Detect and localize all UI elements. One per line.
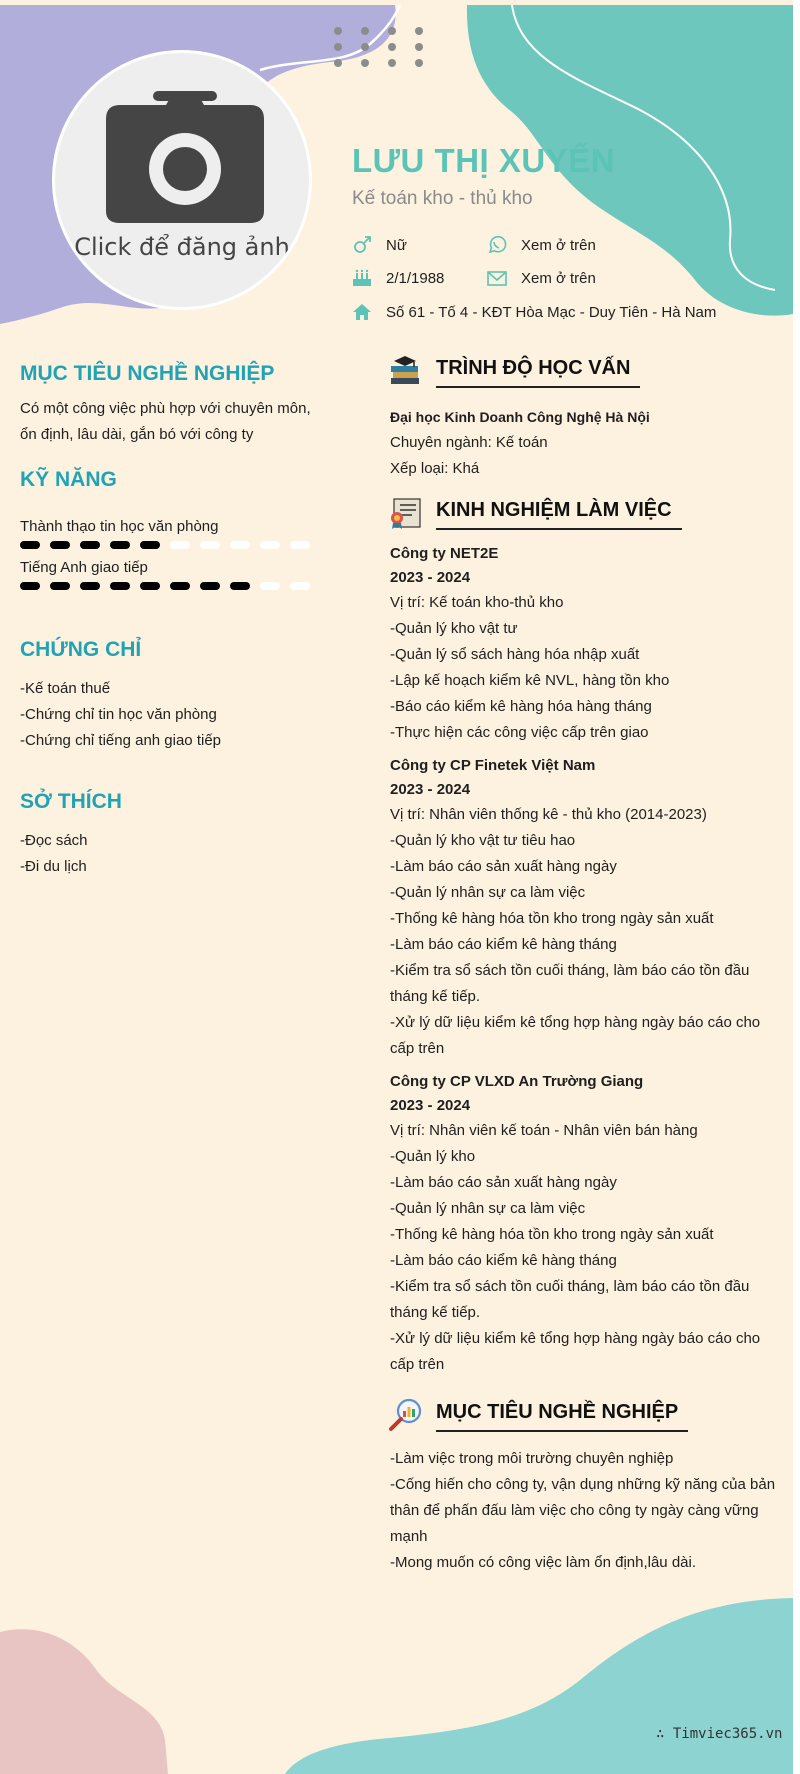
envelope-icon bbox=[487, 268, 507, 288]
skill-name: Thành thạo tin học văn phòng bbox=[20, 518, 219, 535]
skill-segment-filled bbox=[80, 541, 100, 549]
goal-line: -Làm việc trong môi trường chuyên nghiệp bbox=[390, 1450, 674, 1467]
avatar-upload[interactable] bbox=[52, 50, 312, 310]
job-period: 2023 - 2024 bbox=[390, 1097, 471, 1114]
goal-line: -Mong muốn có công việc làm ổn định,lâu dài. bbox=[390, 1554, 697, 1571]
skill-segment-filled bbox=[110, 541, 130, 549]
skill-segment-empty bbox=[260, 541, 280, 549]
email-info bbox=[487, 268, 596, 288]
career-goals-title: MỤC TIÊU NGHỀ NGHIỆP bbox=[436, 1401, 688, 1432]
skill-level-bar bbox=[20, 582, 330, 590]
left-column bbox=[20, 362, 330, 880]
skill-segment-filled bbox=[50, 582, 70, 590]
job-line: Vị trí: Nhân viên thống kê - thủ kho (2014-2023) bbox=[390, 806, 707, 823]
camera-icon bbox=[106, 91, 264, 223]
pink-blob bbox=[0, 1629, 168, 1774]
skill-segment-filled bbox=[230, 582, 250, 590]
avatar-upload-label: Click để đăng ảnh bbox=[74, 233, 290, 261]
job-entry bbox=[390, 542, 780, 746]
certificates-list bbox=[20, 676, 330, 754]
job-line: -Quản lý kho vật tư tiêu hao bbox=[390, 832, 576, 849]
job-company: Công ty CP Finetek Việt Nam bbox=[390, 757, 596, 774]
hobbies-title: SỞ THÍCH bbox=[20, 790, 122, 813]
experience-title: KINH NGHIỆM LÀM VIỆC bbox=[436, 499, 682, 530]
job-company: Công ty CP VLXD An Trường Giang bbox=[390, 1073, 644, 1090]
gender-value: Nữ bbox=[386, 236, 407, 254]
birthday-cake-icon bbox=[352, 268, 372, 288]
gender-info bbox=[352, 235, 407, 255]
certificate-item: -Kế toán thuế bbox=[20, 680, 111, 697]
job-line: Vị trí: Nhân viên kế toán - Nhân viên bán hàng bbox=[390, 1122, 698, 1139]
skill-segment-filled bbox=[170, 582, 190, 590]
skill-segment-empty bbox=[200, 541, 220, 549]
chart-magnifier-icon bbox=[388, 1398, 422, 1432]
skill-segment-empty bbox=[290, 541, 310, 549]
job-line: -Làm báo cáo kiểm kê hàng tháng bbox=[390, 1252, 617, 1269]
address-info bbox=[352, 302, 716, 322]
job-line: -Thống kê hàng hóa tồn kho trong ngày sản xuất bbox=[390, 1226, 714, 1243]
skill-segment-filled bbox=[110, 582, 130, 590]
skill-segment-filled bbox=[20, 541, 40, 549]
education-section bbox=[390, 346, 780, 482]
candidate-name: LƯU THỊ XUYẾN bbox=[352, 142, 616, 179]
phone-info bbox=[487, 235, 596, 255]
birthday-value: 2/1/1988 bbox=[386, 269, 445, 287]
job-line: -Kiểm tra sổ sách tồn cuối tháng, làm báo cáo tồn đầu tháng kế tiếp. bbox=[390, 1278, 750, 1321]
skill-name: Tiếng Anh giao tiếp bbox=[20, 559, 148, 576]
objective-text: Có một công việc phù hợp với chuyên môn, ổn định, lâu dài, gắn bó với công ty bbox=[20, 400, 311, 443]
job-line: -Quản lý nhân sự ca làm việc bbox=[390, 884, 586, 901]
job-line: -Xử lý dữ liệu kiểm kê tổng hợp hàng ngày báo cáo cho cấp trên bbox=[390, 1014, 761, 1057]
career-goals-header bbox=[388, 1390, 780, 1432]
job-line: -Quản lý nhân sự ca làm việc bbox=[390, 1200, 586, 1217]
goal-line: -Cống hiến cho công ty, vận dụng những kỹ năng của bản thân để phấn đấu làm việc cho công ty ngày càng vững mạnh bbox=[390, 1476, 776, 1545]
job-line: -Báo cáo kiểm kê hàng hóa hàng tháng bbox=[390, 698, 652, 715]
home-icon bbox=[352, 302, 372, 322]
skill-segment-empty bbox=[260, 582, 280, 590]
job-line: -Làm báo cáo kiểm kê hàng tháng bbox=[390, 936, 617, 953]
address-value: Số 61 - Tố 4 - KĐT Hòa Mạc - Duy Tiên - Hà Nam bbox=[386, 303, 717, 321]
job-company: Công ty NET2E bbox=[390, 545, 499, 562]
skill-segment-filled bbox=[80, 582, 100, 590]
education-grade: Xếp loại: Khá bbox=[390, 460, 480, 477]
skill-segment-filled bbox=[200, 582, 220, 590]
job-period: 2023 - 2024 bbox=[390, 569, 471, 586]
certificates-title: CHỨNG CHỈ bbox=[20, 638, 142, 661]
whatsapp-icon bbox=[487, 235, 507, 255]
skills-title: KỸ NĂNG bbox=[20, 468, 117, 491]
phone-value: Xem ở trên bbox=[521, 236, 596, 254]
experience-header bbox=[388, 488, 780, 530]
job-line: -Quản lý kho bbox=[390, 1148, 476, 1165]
job-line: -Làm báo cáo sản xuất hàng ngày bbox=[390, 858, 617, 875]
certificate-item: -Chứng chỉ tin học văn phòng bbox=[20, 706, 217, 723]
career-goals-section bbox=[390, 1390, 780, 1576]
skill-segment-empty bbox=[290, 582, 310, 590]
aqua-blob bbox=[285, 1598, 793, 1774]
skill-segment-filled bbox=[50, 541, 70, 549]
job-entry bbox=[390, 754, 780, 1062]
skill-level-bar bbox=[20, 541, 330, 549]
skill-item bbox=[20, 559, 330, 590]
job-line: -Xử lý dữ liệu kiểm kê tổng hợp hàng ngày báo cáo cho cấp trên bbox=[390, 1330, 761, 1373]
job-entry bbox=[390, 1070, 780, 1378]
skill-segment-empty bbox=[170, 541, 190, 549]
objective-title: MỤC TIÊU NGHỀ NGHIỆP bbox=[20, 362, 275, 385]
job-line: -Kiểm tra sổ sách tồn cuối tháng, làm báo cáo tồn đầu tháng kế tiếp. bbox=[390, 962, 750, 1005]
job-line: Vị trí: Kế toán kho-thủ kho bbox=[390, 594, 564, 611]
job-line: -Làm báo cáo sản xuất hàng ngày bbox=[390, 1174, 617, 1191]
skill-item bbox=[20, 518, 330, 549]
hobbies-list bbox=[20, 828, 330, 880]
candidate-role: Kế toán kho - thủ kho bbox=[352, 188, 533, 209]
footer-brand: ∴ Timviec365.vn bbox=[656, 1726, 783, 1742]
education-major: Chuyên ngành: Kế toán bbox=[390, 434, 548, 451]
skill-segment-filled bbox=[20, 582, 40, 590]
job-line: -Thực hiện các công việc cấp trên giao bbox=[390, 724, 649, 741]
birthday-info bbox=[352, 268, 444, 288]
job-line: -Quản lý kho vật tư bbox=[390, 620, 518, 637]
education-header bbox=[388, 346, 780, 388]
job-line: -Quản lý sổ sách hàng hóa nhập xuất bbox=[390, 646, 640, 663]
certificate-item: -Chứng chỉ tiếng anh giao tiếp bbox=[20, 732, 222, 749]
skill-segment-filled bbox=[140, 582, 160, 590]
experience-section bbox=[390, 488, 780, 1378]
skills-list bbox=[20, 518, 330, 590]
email-value: Xem ở trên bbox=[521, 269, 596, 287]
education-school: Đại học Kinh Doanh Công Nghệ Hà Nội bbox=[390, 409, 650, 425]
skill-segment-filled bbox=[140, 541, 160, 549]
education-title: TRÌNH ĐỘ HỌC VẤN bbox=[436, 357, 640, 388]
job-line: -Thống kê hàng hóa tồn kho trong ngày sản xuất bbox=[390, 910, 714, 927]
hobby-item: -Đọc sách bbox=[20, 832, 88, 849]
skill-segment-empty bbox=[230, 541, 250, 549]
job-line: -Lập kế hoạch kiểm kê NVL, hàng tồn kho bbox=[390, 672, 670, 689]
books-graduation-icon bbox=[388, 354, 422, 388]
certificate-icon bbox=[388, 496, 422, 530]
hobby-item: -Đi du lịch bbox=[20, 858, 87, 875]
gender-icon bbox=[352, 235, 372, 255]
job-period: 2023 - 2024 bbox=[390, 781, 471, 798]
